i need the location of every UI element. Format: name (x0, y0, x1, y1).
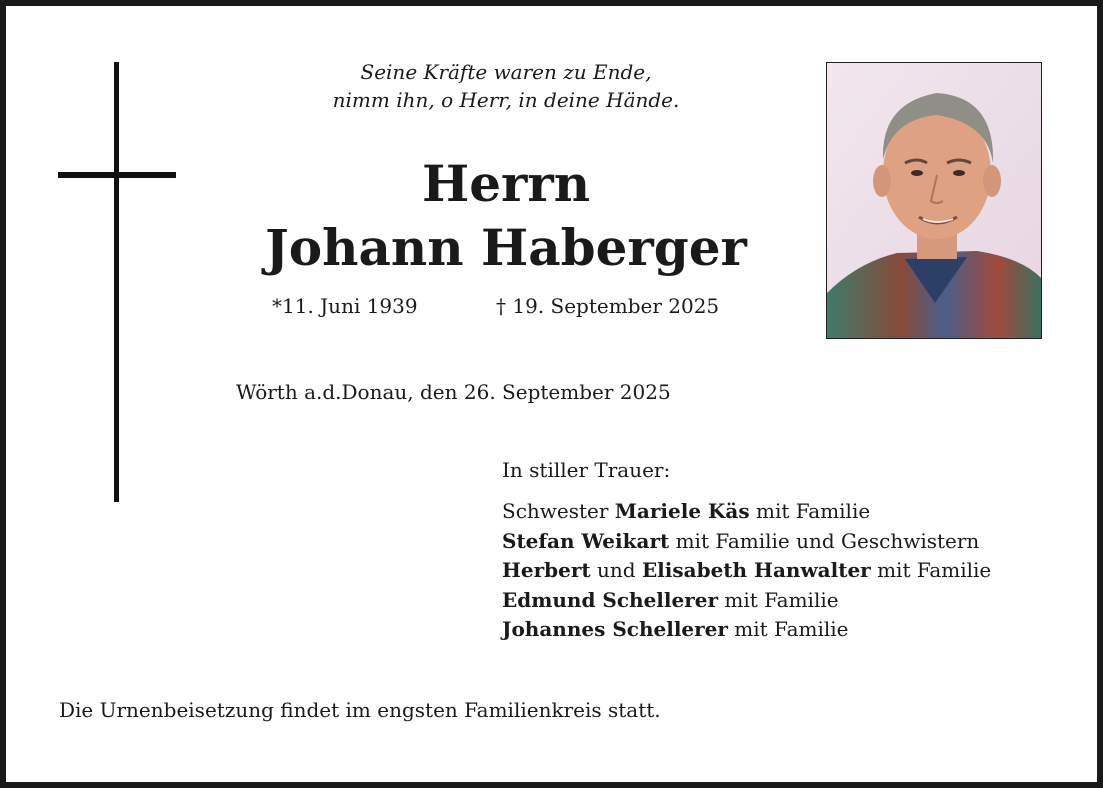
mourner-text: mit Familie (727, 617, 849, 641)
mourner-name: Elisabeth Hanwalter (641, 558, 871, 582)
mourner-row (502, 615, 991, 645)
portrait-illustration (827, 63, 1041, 338)
deceased-name: Johann Haberger (265, 218, 747, 277)
verse-line-1: Seine Kräfte waren zu Ende, (360, 60, 652, 84)
place-and-date: Wörth a.d.Donau, den 26. September 2025 (236, 380, 671, 404)
salutation: Herrn (421, 154, 591, 213)
mourner-text: und (590, 558, 642, 582)
urn-burial-notice: Die Urnenbeisetzung findet im engsten Familienkreis statt. (59, 698, 661, 722)
mourner-row (502, 497, 991, 527)
mourner-text: Schwester (502, 499, 615, 523)
mourner-name: Johannes Schellerer (502, 617, 728, 641)
portrait-photo (826, 62, 1042, 339)
mourner-name: Stefan Weikart (502, 528, 670, 553)
mourner-name: Edmund Schellerer (502, 587, 719, 612)
mourner-text: mit Familie (870, 558, 992, 582)
mourner-row (502, 556, 991, 586)
mourner-row (502, 586, 991, 616)
mourner-row (502, 527, 991, 557)
mourner-name: Herbert (502, 558, 591, 582)
birth-date: *11. Juni 1939 (272, 294, 418, 318)
mourning-intro: In stiller Trauer: (502, 458, 671, 482)
death-date: † 19. September 2025 (496, 294, 720, 318)
memorial-verse (256, 58, 756, 114)
cross-horizontal-bar (58, 172, 176, 178)
mourner-text: mit Familie (749, 499, 871, 523)
mourners-list (502, 497, 991, 645)
mourner-name: Mariele Käs (614, 499, 750, 523)
mourner-text: mit Familie (718, 587, 839, 612)
cross-vertical-bar (114, 62, 119, 502)
mourner-text: mit Familie und Geschwistern (669, 528, 980, 553)
verse-line-2: nimm ihn, o Herr, in deine Hände. (332, 88, 680, 112)
